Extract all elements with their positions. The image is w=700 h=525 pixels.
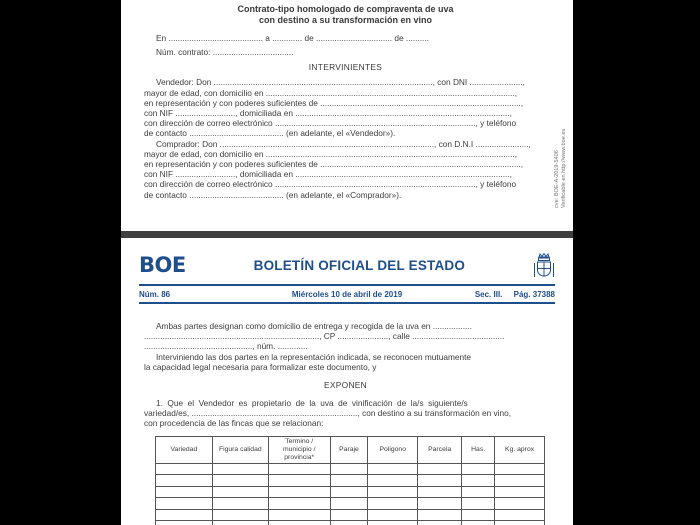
document-title-line2: con destino a su transformación en vino	[258, 14, 433, 25]
paragraph-line: con dirección de correo electrónico ......................................................................................., y teléfono	[144, 118, 517, 129]
cve-vertical-text	[554, 88, 568, 208]
paragraph-line: mayor de edad, con domicilio en ............................................................................................................,	[144, 148, 518, 159]
contract-date-line: En ......................................... a ............. de ................................. de ..........	[156, 33, 429, 43]
capacidad-paragraph	[144, 352, 547, 372]
spain-coat-of-arms-icon	[533, 252, 555, 279]
vendedor-paragraph	[144, 77, 547, 138]
column-header: Kg. aprox	[495, 436, 545, 463]
column-header: Paraje	[330, 436, 368, 463]
table-empty-row	[156, 521, 545, 525]
table-empty-row	[156, 498, 545, 510]
table-empty-row	[156, 463, 545, 475]
fincas-table	[155, 436, 545, 525]
column-header: Poligono	[368, 436, 418, 463]
cve-code: cve: BOE-A-2019-5406	[554, 150, 560, 208]
paragraph-line: Vendedor: Don ..............................................................................................., con DNI .......................,	[156, 77, 525, 88]
contract-page-1	[121, 0, 573, 231]
column-header: Termino / municipio / provincia*	[268, 436, 330, 463]
boe-masthead	[121, 238, 573, 284]
contract-number-line: Núm. contrato: ...................................	[156, 47, 294, 58]
issue-number: Núm. 86	[139, 289, 171, 299]
paragraph-line: en representación y con poderes suficientes de .......................................................................................,	[144, 159, 524, 170]
paragraph-line: ..............................................., núm. .............	[144, 341, 308, 352]
paragraph-line: con dirección de correo electrónico ......................................................................................., y teléfono	[144, 179, 517, 190]
page-separator	[121, 231, 573, 238]
issue-meta-row	[121, 286, 573, 302]
paragraph-line: de contacto ......................................... (en adelante, el «Comprador»).	[144, 189, 402, 200]
boe-logo: BOE	[139, 253, 186, 277]
paragraph-line: con procedencia de las fincas que se relacionan:	[144, 418, 324, 429]
paragraph-line: 1. Que el Vendedor es propietario de la uva de vinificación de la/s siguiente/s	[156, 398, 468, 409]
paragraph-line: con NIF .........................., domiciliada en .............................................................................................,	[144, 169, 512, 180]
column-header: Variedad	[156, 436, 213, 463]
masthead-title: BOLETÍN OFICIAL DEL ESTADO	[253, 257, 466, 273]
page2-body	[121, 304, 573, 525]
exponen-item-1	[144, 398, 547, 429]
table-empty-row	[156, 486, 545, 498]
table-header-row	[156, 436, 545, 463]
document-title-line1: Contrato-tipo homologado de compraventa de uva	[237, 4, 454, 14]
paragraph-line: mayor de edad, con domicilio en ............................................................................................................,	[144, 87, 518, 98]
column-header: Parcela	[418, 436, 462, 463]
section-heading-exponen: EXPONEN	[323, 380, 368, 391]
paragraph-line: de contacto ......................................... (en adelante, el «Vendedor»).	[144, 128, 396, 139]
domicilio-paragraph	[144, 321, 547, 352]
paragraph-line: Comprador: Don ............................................................................................., con D.N.I .......................,	[156, 138, 531, 149]
paragraph-line: con NIF .........................., domiciliada en .............................................................................................,	[144, 108, 512, 119]
cve-verification-url: Verificable en http://www.boe.es	[561, 128, 567, 208]
paragraph-line: Ambas partes designan como domicilio de entrega y recogida de la uva en .................	[156, 321, 472, 331]
paragraph-line: ............................................................................, CP ......................, calle ........................................	[144, 331, 505, 342]
contract-page-2	[121, 238, 573, 525]
section-label: Sec. III.	[474, 289, 503, 299]
paragraph-line: la capacidad legal necesaria para formalizar este documento, y	[144, 361, 377, 372]
column-header: Figura calidad	[212, 436, 268, 463]
paragraph-line: variedad/es, ........................................................................, con destino a su transformación en vino,	[144, 408, 512, 419]
paragraph-line: Interviniendo las dos partes en la representación indicada, se reconocen mutuamente	[156, 351, 472, 362]
paragraph-line: en representación y con poderes suficientes de .......................................................................................,	[144, 97, 524, 108]
page-number-label: Pág. 37388	[513, 289, 555, 299]
issue-date: Miércoles 10 de abril de 2019	[291, 289, 403, 299]
section-heading-intervinientes: INTERVINIENTES	[308, 62, 383, 73]
table-empty-row	[156, 509, 545, 521]
comprador-paragraph	[144, 139, 547, 200]
column-header: Has.	[462, 436, 495, 463]
table-empty-row	[156, 475, 545, 487]
